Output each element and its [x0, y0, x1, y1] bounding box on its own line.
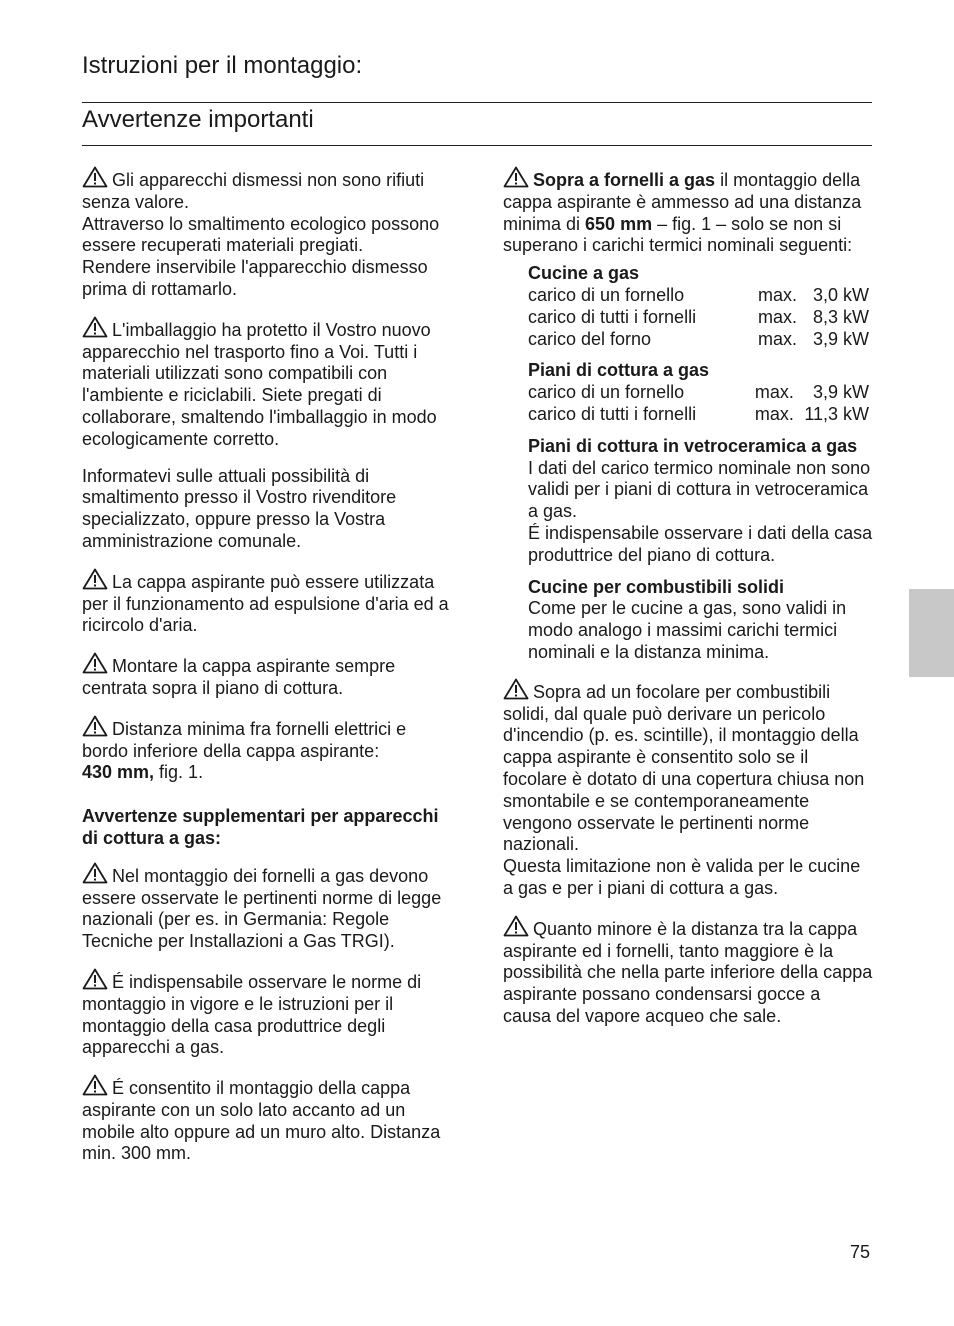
vetroceramica-text2: É indispensabile osservare i dati della casa produttrice del piano di cottura.: [528, 522, 873, 565]
warning-icon: [82, 1074, 108, 1096]
text: La cappa aspirante può essere utilizzata per il funzionamento ad espulsione d'aria ed a ricircolo d'aria.: [82, 571, 449, 636]
row-value: 11,3 kW: [804, 403, 869, 424]
paragraph-centered: [82, 652, 450, 700]
text: Quanto minore è la distanza tra la cappa aspirante ed i fornelli, tanto maggiore è la possibilità che nella parte inferiore della cappa aspirante possano condensarsi gocce a causa del vapore acqueo che sale.: [503, 918, 873, 1026]
paragraph-focolare: [503, 678, 873, 900]
subheading-gas: Avvertenze supplementari per apparecchi di cottura a gas:: [82, 806, 439, 848]
paragraph-packaging: [82, 316, 450, 451]
piani-gas-section: [528, 360, 873, 425]
paragraph-gas-hobs: [503, 166, 873, 257]
title-rule: [82, 102, 872, 103]
warning-icon: [82, 316, 108, 338]
text: Questa limitazione non è valida per le cucine a gas e per i piani di cottura a gas.: [503, 856, 861, 898]
row-value: 3,0 kW: [812, 284, 869, 305]
solidi-heading: Cucine per combustibili solidi: [528, 576, 785, 597]
text: il montaggio della cappa aspirante è ammesso ad una distanza minima di: [503, 170, 862, 234]
warning-icon: [82, 568, 108, 590]
table-row: [528, 404, 869, 426]
row-value: 3,9 kW: [812, 382, 869, 403]
vetroceramica-heading: Piani di cottura in vetroceramica a gas: [528, 435, 858, 456]
page-number: 75: [850, 1242, 871, 1262]
warning-icon: [82, 652, 108, 674]
paragraph-condensation: [503, 915, 873, 1028]
paragraph-disposal: [82, 166, 450, 301]
text: Gli apparecchi dismessi non sono rifiuti senza valore.: [82, 170, 425, 212]
paragraph-operation: [82, 568, 450, 637]
row-max: max.: [758, 328, 798, 349]
text: Montare la cappa aspirante sempre centrata sopra il piano di cottura.: [82, 656, 396, 698]
warning-icon: [503, 678, 529, 700]
text: Nel montaggio dei fornelli a gas devono essere osservate le pertinenti norme di legge nazionali (per es. in Germania: Regole Tecniche per Installazioni a Gas TRGI).: [82, 865, 442, 952]
table-row: [528, 329, 869, 351]
text: É consentito il montaggio della cappa aspirante con un solo lato accanto ad un mobile alto oppure ad un muro alto. Distanza min. 300 mm.: [82, 1078, 441, 1164]
row-label: carico di un fornello: [528, 382, 685, 403]
warning-icon: [82, 715, 108, 737]
row-label: carico di tutti i fornelli: [528, 306, 697, 327]
warning-icon: [503, 166, 529, 188]
cucine-gas-table: [528, 285, 869, 350]
text: Sopra ad un focolare per combustibili solidi, dal quale può derivare un pericolo d'incendio (p. es. scintille), il montaggio della cappa aspirante è consentito solo se il focolare è dotato di una copertura chiusa non smontabile e se contemporaneamente vengono osservate le pertinenti norme nazionali.: [503, 681, 865, 855]
warning-icon: [82, 968, 108, 990]
warning-icon: [503, 915, 529, 937]
piani-gas-heading: Piani di cottura a gas: [528, 360, 710, 381]
paragraph-mounting-norms: [82, 968, 450, 1059]
right-column: [503, 166, 873, 1043]
cucine-gas-section: [528, 263, 873, 350]
section-title: Avvertenze importanti: [82, 106, 314, 133]
paragraph-info: Informatevi sulle attuali possibilità di smaltimento presso il Vostro rivenditore specializzato, oppure presso la Vostra amministrazione comunale.: [82, 465, 397, 551]
warning-icon: [82, 166, 108, 188]
table-row: [528, 307, 869, 329]
row-value: 3,9 kW: [812, 328, 869, 349]
row-max: max.: [754, 382, 794, 403]
text: Attraverso lo smaltimento ecologico possono essere recuperati materiali pregiati.: [82, 213, 440, 256]
warning-icon: [82, 862, 108, 884]
table-row: [528, 285, 869, 307]
text: Rendere inservibile l'apparecchio dismesso prima di rottamarlo.: [82, 257, 428, 299]
table-row: [528, 382, 869, 404]
solidi-section: [528, 577, 873, 664]
left-column: [82, 166, 450, 1180]
row-max: max.: [754, 403, 794, 424]
distance-value: 430 mm,: [82, 762, 155, 783]
specs-block: [528, 263, 873, 664]
text: fig. 1.: [154, 762, 204, 783]
row-label: carico del forno: [528, 328, 652, 349]
paragraph-distance: [82, 715, 450, 784]
solidi-text: Come per le cucine a gas, sono validi in modo analogo i massimi carichi termici nominali e la distanza minima.: [528, 598, 847, 662]
paragraph-side-mount: [82, 1074, 450, 1165]
row-value: 8,3 kW: [812, 306, 869, 327]
text: – fig. 1 – solo se non si superano i carichi termici nominali seguenti:: [503, 213, 853, 256]
text: É indispensabile osservare le norme di montaggio in vigore e le istruzioni per il montaggio della casa produttrice degli apparecchi a gas.: [82, 971, 422, 1058]
piani-gas-table: [528, 382, 869, 426]
cucine-gas-heading: Cucine a gas: [528, 263, 640, 284]
row-max: max.: [758, 306, 798, 327]
section-rule: [82, 145, 872, 146]
vetroceramica-text: I dati del carico termico nominale non sono validi per i piani di cottura in vetroceramica a gas.: [528, 457, 871, 522]
row-label: carico di un fornello: [528, 284, 685, 305]
paragraph-gas-norms: [82, 862, 450, 953]
distance-value: 650 mm: [585, 213, 653, 234]
language-tab-marker: [909, 589, 954, 677]
text: Distanza minima fra fornelli elettrici e bordo inferiore della cappa aspirante:: [82, 718, 407, 761]
vetroceramica-section: [528, 436, 873, 567]
row-label: carico di tutti i fornelli: [528, 403, 697, 424]
page-title: Istruzioni per il montaggio:: [82, 52, 363, 79]
text-bold: Sopra a fornelli a gas: [533, 170, 716, 190]
row-max: max.: [758, 284, 798, 305]
text: L'imballaggio ha protetto il Vostro nuovo apparecchio nel trasporto fino a Voi. Tutti i materiali utilizzati sono compatibili con l'ambiente e riciclabili. Siete pregati di collaborare, smaltendo l'imballaggio in modo ecologicamente corretto.: [82, 319, 437, 449]
